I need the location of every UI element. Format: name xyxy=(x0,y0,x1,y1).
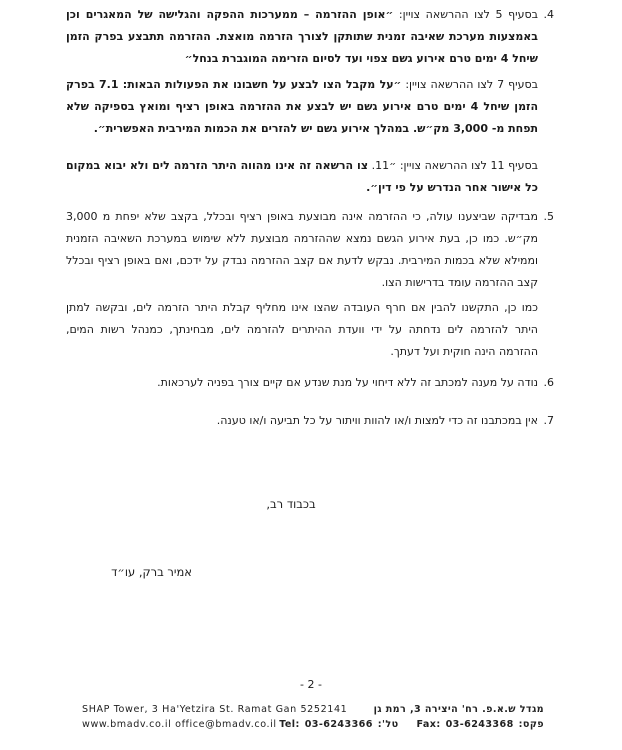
phone-label: טל': xyxy=(377,719,399,730)
text-run: כמו כן, התקשנו להבין אם חרף העובדה שהצו אינו מחליף קבלת היתר הזרמה לים, ובקשה למתן היתר להזרמה לים נדחתה על ידי וועדת ההיתרים להזרמה לים, מבחינתך, כמנהל רשות המים, ההזרמה הינה חוקית ועל דעתך. xyxy=(66,301,538,358)
fax-label-en: Fax: xyxy=(416,719,441,730)
phone-number: 03-6243366 xyxy=(304,719,373,730)
item-number: .7 xyxy=(543,414,554,427)
quoted-text: צו הרשאה זה אינו מהווה היתר הזרמה לים ולא יבוא במקום כל אישור אחר הנדרש על פי דין״. xyxy=(66,159,538,194)
item-number: .6 xyxy=(543,376,554,389)
item-4-paragraph-2 xyxy=(66,74,538,140)
closing-text: בכבוד רב, xyxy=(266,497,316,511)
text-run: אין במכתבנו זה כדי למצות ו/או להוות וויתור על כל תביעה ו/או טענה. xyxy=(216,414,538,427)
footer-contact xyxy=(279,718,544,732)
page-number: - 2 - xyxy=(300,678,322,691)
fax-number: 03-6243368 xyxy=(445,719,514,730)
text-run: מבדיקה שביצענו עולה, כי ההזרמה אינה מבוצעת באופן רציף ובכלל, בקצב שלא יפחת מ 3,000 מק״ש. כמו כן, בעת אירוע הגשם נמצא שההזרמה מבוצעת ללא שימוש במערכת השאיבה הזמנית וממילא שלא בכמות המירבית. נבקש לדעת אם קצב ההזרמה נבדק על ידכם, ואם באופן רציף ובכלל קצב ההזרמה עומד בדרישות הצו. xyxy=(66,210,538,289)
item-6-paragraph xyxy=(66,372,538,394)
text-run: נודה על מענה למכתב זה ללא דיחוי על מנת שנדע אם קיים צורך בפניה לערכאות. xyxy=(157,376,538,389)
item-number: .5 xyxy=(543,210,554,223)
item-4-paragraph-3 xyxy=(66,155,538,199)
item-7-paragraph xyxy=(66,410,538,432)
signature-name: אמיר ברק, עו״ד xyxy=(111,565,192,579)
fax-label: פקס: xyxy=(518,719,544,730)
item-4-paragraph-1 xyxy=(66,4,538,70)
text-run: בסעיף 11 לצו ההרשאה צויין: ״11. xyxy=(368,159,538,172)
item-number: .4 xyxy=(543,8,554,21)
footer-address-he: מגדל ש.א.פ. רח' היצירה 3, רמת גן xyxy=(373,704,544,715)
item-5-paragraph-2 xyxy=(66,297,538,363)
letterhead-footer xyxy=(82,703,544,733)
text-run: בסעיף 7 לצו ההרשאה צויין: xyxy=(401,78,538,91)
footer-address-en: SHAP Tower, 3 Ha'Yetzira St. Ramat Gan 5252141 xyxy=(82,704,348,715)
phone-label-en: Tel: xyxy=(279,719,300,730)
item-5-paragraph-1 xyxy=(66,206,538,294)
text-run: בסעיף 5 לצו ההרשאה צויין: xyxy=(393,8,538,21)
footer-web-email: www.bmadv.co.il office@bmadv.co.il xyxy=(82,719,277,730)
quoted-text: ״על מקבל הצו לבצע על חשבונו את הפעולות הבאות: 7.1 בפרק הזמן שיחל 4 ימים טרם אירוע גשם יש לבצע את ההזרמה באופן רציף ומואץ בספיקה שלא תפחת מ- 3,000 מק״ש. במהלך אירוע גשם יש להזרים את הכמות המירבית האפשרית״. xyxy=(66,78,539,135)
quoted-text: ״אופן ההזרמה – ממערכות ההפקה והגלישה של המאגרים וכן באמצעות מערכת שאיבה זמנית שתותקן לצורך הזרמה מואצת. ההזרמה תתבצע בפרק הזמן שיחל 4 ימים טרם אירוע גשם צפוי ועד לסיום הזרימה המוגברת בנחל״ xyxy=(66,8,538,65)
